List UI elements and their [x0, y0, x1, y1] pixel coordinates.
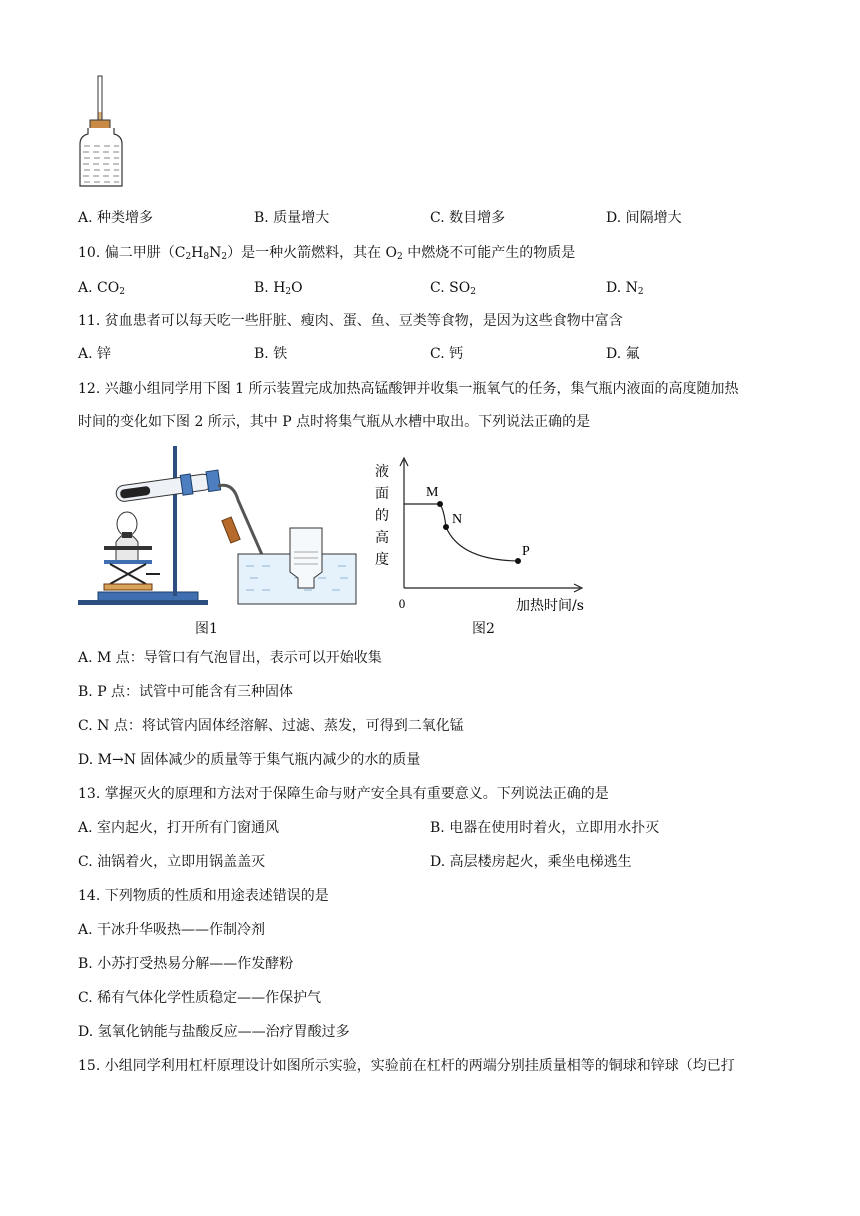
figure-1-label: 图1	[195, 621, 218, 637]
q10-stem: 10. 偏二甲肼$(C_2H_8N_2)$是一种火箭燃料，其在 $O_2$ 中燃烧不可能产生的物质是	[78, 245, 576, 262]
q10-option-a: A. $CO_2$	[78, 280, 125, 297]
q14-option-a: A. 干冰升华吸热——作制冷剂	[78, 922, 266, 938]
point-p	[515, 558, 521, 564]
point-m	[437, 501, 443, 507]
x-axis-label: 加热时间/s	[516, 598, 584, 614]
q13-option-a: A. 室内起火，打开所有门窗通风	[78, 820, 280, 836]
q10-option-b: B. $H_2O$	[254, 280, 303, 297]
q12-option-c: C. N 点：将试管内固体经溶解、过滤、蒸发，可得到二氧化锰	[78, 718, 464, 734]
q11-option-a: A. 锌	[78, 346, 112, 362]
origin-label: 0	[398, 596, 406, 611]
point-label-n: N	[452, 512, 463, 527]
q13-stem: 13. 掌握灭火的原理和方法对于保障生命与财产安全具有重要意义。下列说法正确的是	[78, 786, 609, 802]
q13-option-b: B. 电器在使用时着火，立即用水扑灭	[430, 820, 660, 836]
q12-option-b: B. P 点：试管中可能含有三种固体	[78, 684, 294, 700]
level-time-chart	[370, 452, 590, 622]
q9-option-d: D. 间隔增大	[606, 210, 682, 226]
y-axis-label-char: 液	[375, 464, 389, 480]
y-axis-label-char: 高	[375, 530, 389, 546]
q14-option-d: D. 氢氧化钠能与盐酸反应——治疗胃酸过多	[78, 1024, 350, 1040]
q11-option-c: C. 钙	[430, 346, 464, 362]
q11-option-b: B. 铁	[254, 346, 288, 362]
point-n	[443, 524, 449, 530]
q14-option-c: C. 稀有气体化学性质稳定——作保护气	[78, 990, 322, 1006]
q11-stem: 11. 贫血患者可以每天吃一些肝脏、瘦肉、蛋、鱼、豆类等食物，是因为这些食物中富含	[78, 313, 623, 329]
q13-option-c: C. 油锅着火，立即用锅盖盖灭	[78, 854, 266, 870]
q12-stem-line2: 时间的变化如下图 2 所示，其中 P 点时将集气瓶从水槽中取出。下列说法正确的是	[78, 414, 591, 430]
q14-stem: 14. 下列物质的性质和用途表述错误的是	[78, 888, 329, 904]
q13-option-d: D. 高层楼房起火，乘坐电梯逃生	[430, 854, 632, 870]
q12-option-a: A. M 点：导管口有气泡冒出，表示可以开始收集	[78, 650, 382, 666]
bottle-figure	[70, 72, 130, 192]
y-axis-label-char: 的	[375, 508, 389, 524]
q11-option-d: D. 氟	[606, 346, 640, 362]
figure-2-label: 图2	[472, 621, 495, 637]
q10-option-d: D. $N_2$	[606, 280, 644, 297]
q9-option-a: A. 种类增多	[78, 210, 154, 226]
q9-option-c: C. 数目增多	[430, 210, 506, 226]
apparatus-figure	[78, 442, 368, 612]
q10-option-c: C. $SO_2$	[430, 280, 476, 297]
y-axis-label-char: 度	[375, 552, 389, 568]
q15-stem: 15. 小组同学利用杠杆原理设计如图所示实验，实验前在杠杆的两端分别挂质量相等的铜球和锌球（均已打	[78, 1058, 735, 1074]
q12-option-d: D. M→N 固体减少的质量等于集气瓶内减少的水的质量	[78, 752, 421, 768]
point-label-p: P	[522, 544, 530, 559]
q14-option-b: B. 小苏打受热易分解——作发酵粉	[78, 956, 294, 972]
y-axis-label-char: 面	[375, 486, 389, 502]
point-label-m: M	[426, 485, 439, 500]
q9-option-b: B. 质量增大	[254, 210, 330, 226]
q12-stem-line1: 12. 兴趣小组同学用下图 1 所示装置完成加热高锰酸钾并收集一瓶氧气的任务，集气瓶内液面的高度随加热	[78, 381, 739, 397]
